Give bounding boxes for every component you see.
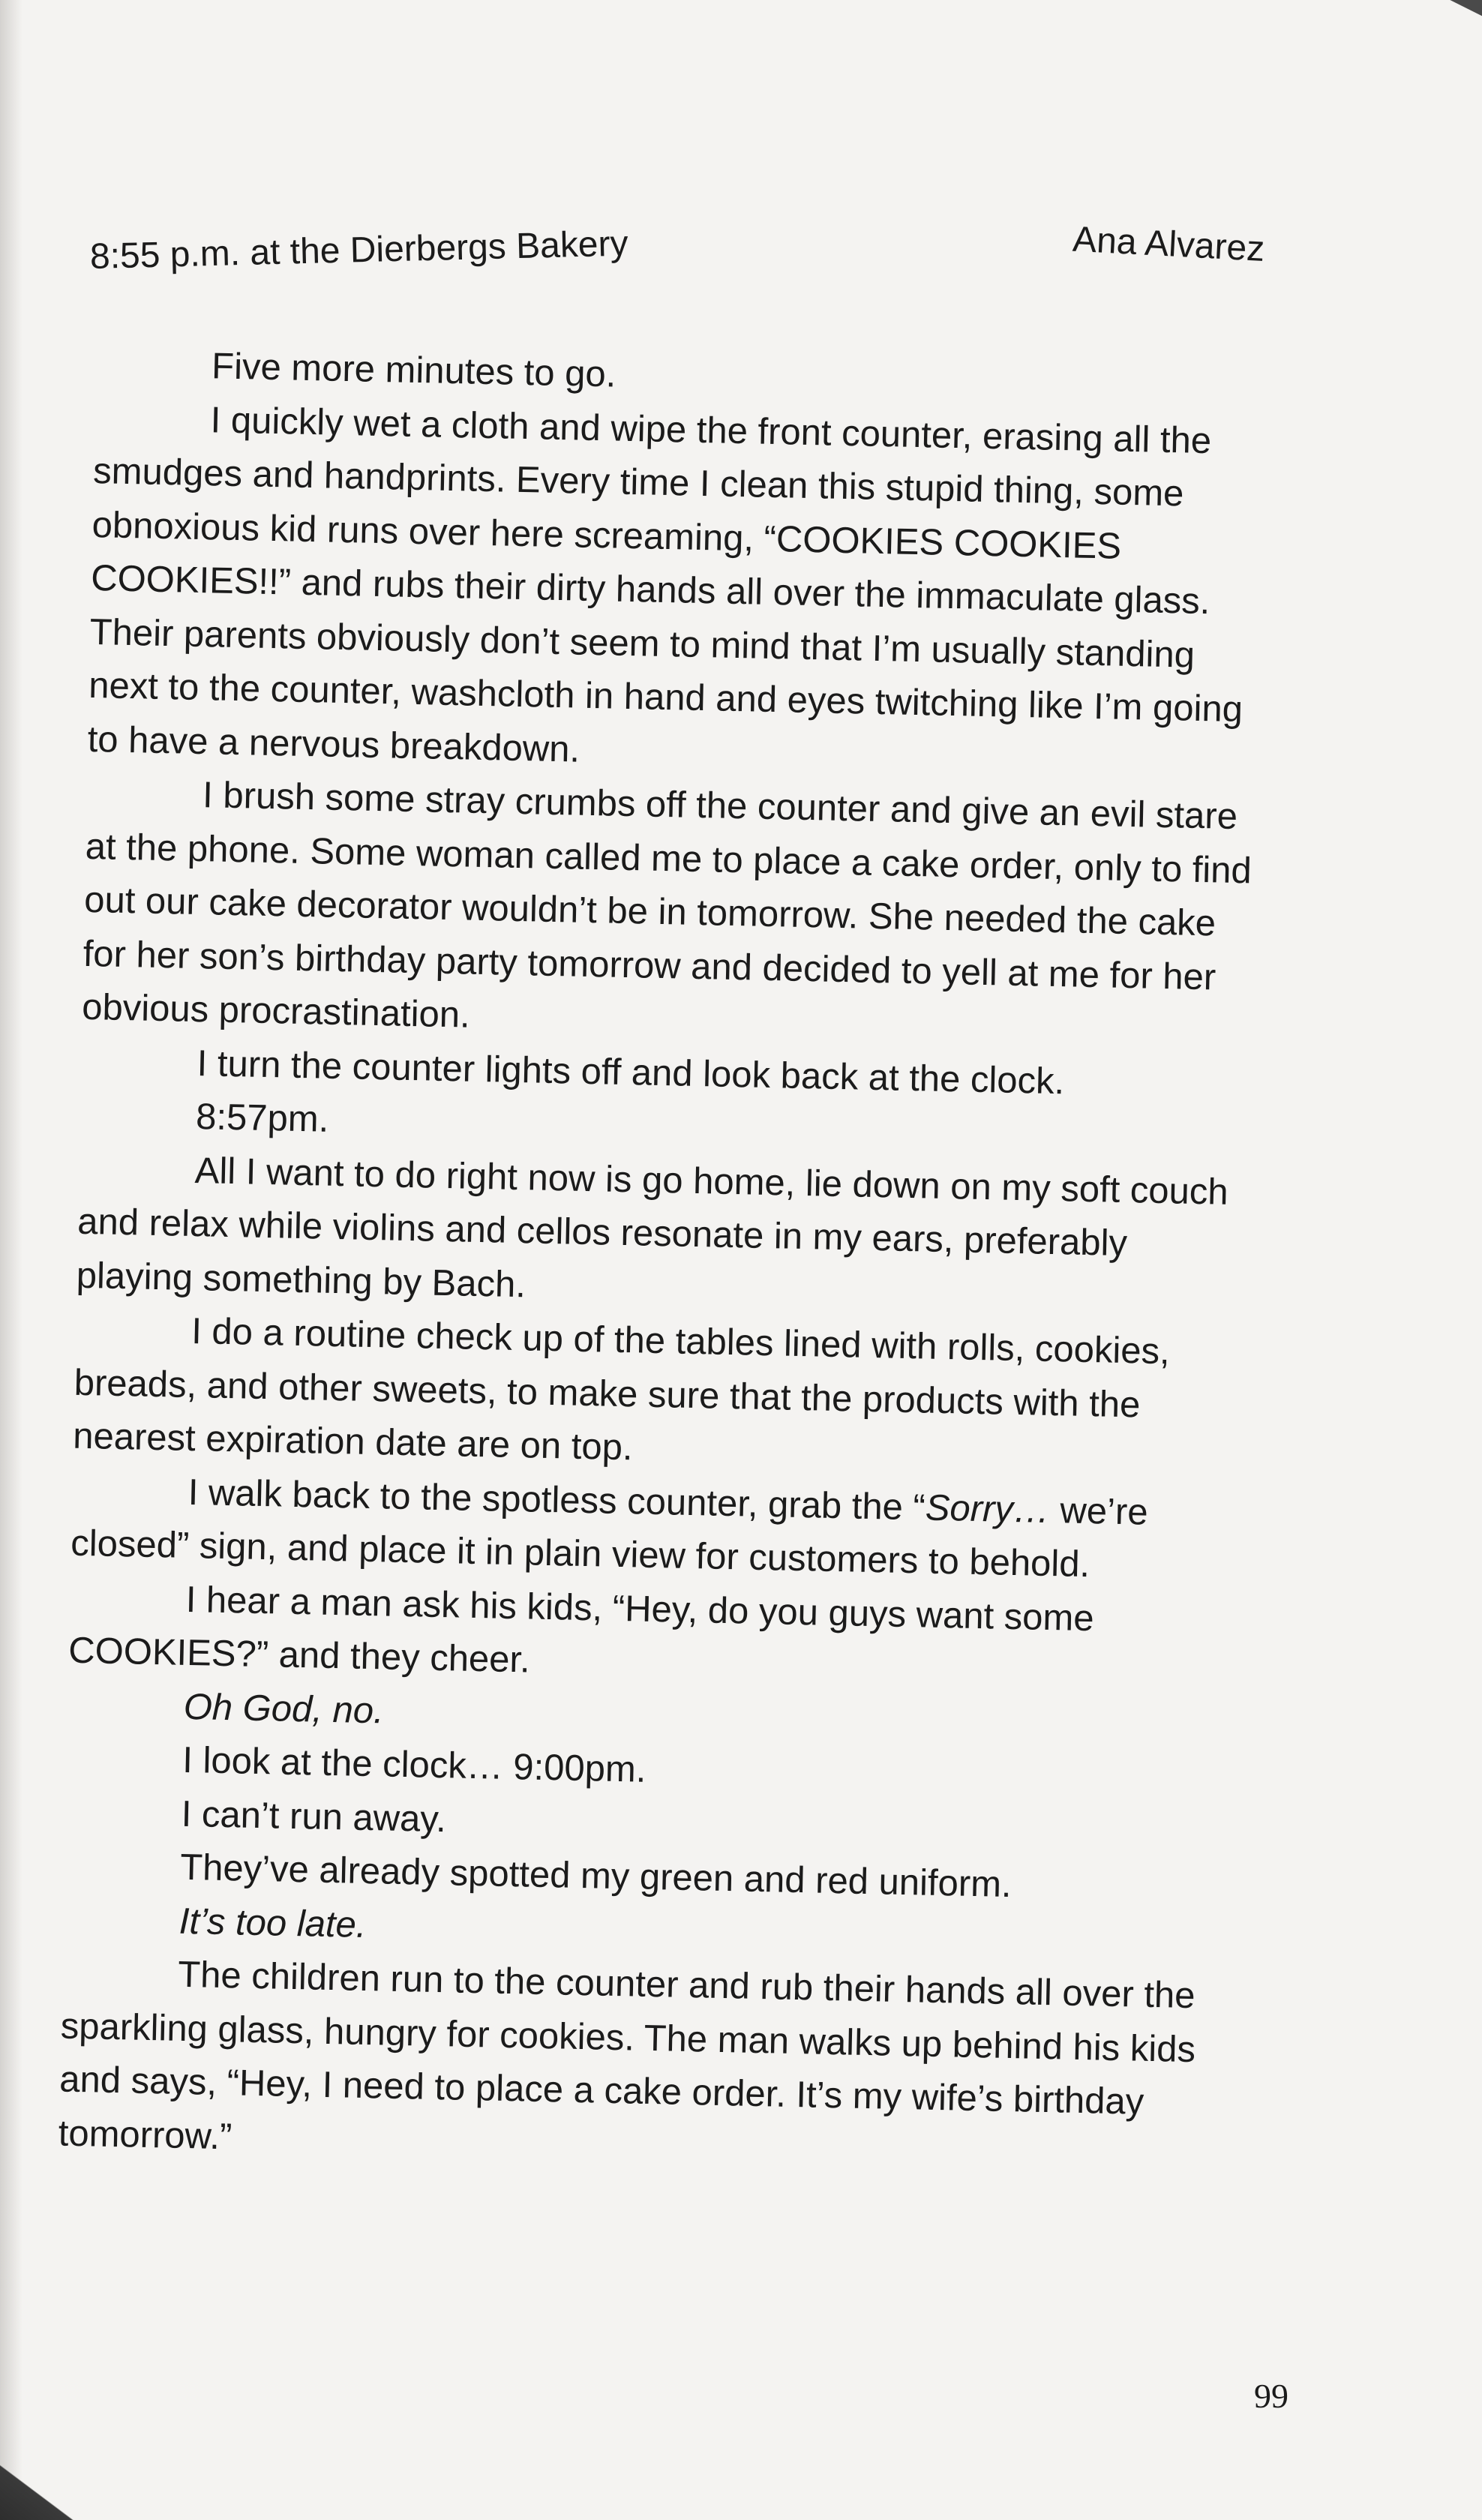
page-corner-bottom — [0, 2452, 90, 2520]
paragraph: I do a routine check up of the tables lined with rolls, cookies, breads, and other sweets, to make sure that the products with the nearest expiration date are on top. — [72, 1310, 1171, 1468]
page-corner-top — [1437, 0, 1482, 22]
paragraph: I look at the clock… 9:00pm. — [182, 1739, 646, 1790]
page-shadow-left — [0, 0, 22, 2520]
author-name: Ana Alvarez — [1071, 219, 1266, 269]
paragraph-italic: Oh God, no. — [183, 1686, 385, 1731]
page-number: 99 — [1254, 2377, 1288, 2415]
paragraph: I quickly wet a cloth and wipe the front counter, erasing all the smudges and handprints. Every time I clean this stupid thing, some obnoxious kid runs over here screaming, “COOKIES COOKIES COOKIES!!” and rubs their dirty hands all over the immaculate glass. Their parents obviously don’t seem to mind that I’m usually standing next to the counter, washcloth in hand and eyes twitching like I’m going to have a nervous breakdown. — [87, 399, 1244, 770]
paragraph: The children run to the counter and rub their hands all over the sparkling glass, hungry for cookies. The man walks up behind his kids and says, “Hey, I need to place a cake order. It’s my wife’s birthday tomorrow.” — [58, 1954, 1196, 2157]
paragraph: I can’t run away. — [181, 1793, 447, 1840]
paragraph: They’ve already spotted my green and red uniform. — [179, 1846, 1012, 1906]
running-header — [89, 219, 1266, 277]
story-title: 8:55 p.m. at the Dierbergs Bakery — [89, 224, 629, 277]
paragraph-text: we’re closed” sign, and place it in plain view for customers to behold. — [70, 1490, 1149, 1586]
paragraph: 8:57pm. — [195, 1096, 329, 1140]
paragraph: All I want to do right now is go home, lie down on my soft couch and relax while violins and cellos resonate in my ears, preferably playing something by Bach. — [76, 1150, 1229, 1305]
paragraph-text: I walk back to the spotless counter, grab the “ — [188, 1472, 926, 1528]
paragraph-italic: It’s too late. — [178, 1900, 368, 1946]
paragraph: I turn the counter lights off and look back at the clock. — [196, 1042, 1065, 1102]
paragraph: I brush some stray crumbs off the counter and give an evil stare at the phone. Some woman called me to place a cake order, only to find out our cake decorator wouldn’t be in tomorrow. She needed the cake for her son’s birthday party tomorrow and decided to yell at me for her obvious procrastination. — [81, 775, 1252, 1036]
paragraph: I hear a man ask his kids, “Hey, do you guys want some COOKIES?” and they cheer. — [68, 1579, 1095, 1681]
italic-text: Sorry… — [925, 1487, 1051, 1531]
paragraph: Five more minutes to go. — [211, 346, 616, 395]
story-body — [58, 338, 1266, 2185]
